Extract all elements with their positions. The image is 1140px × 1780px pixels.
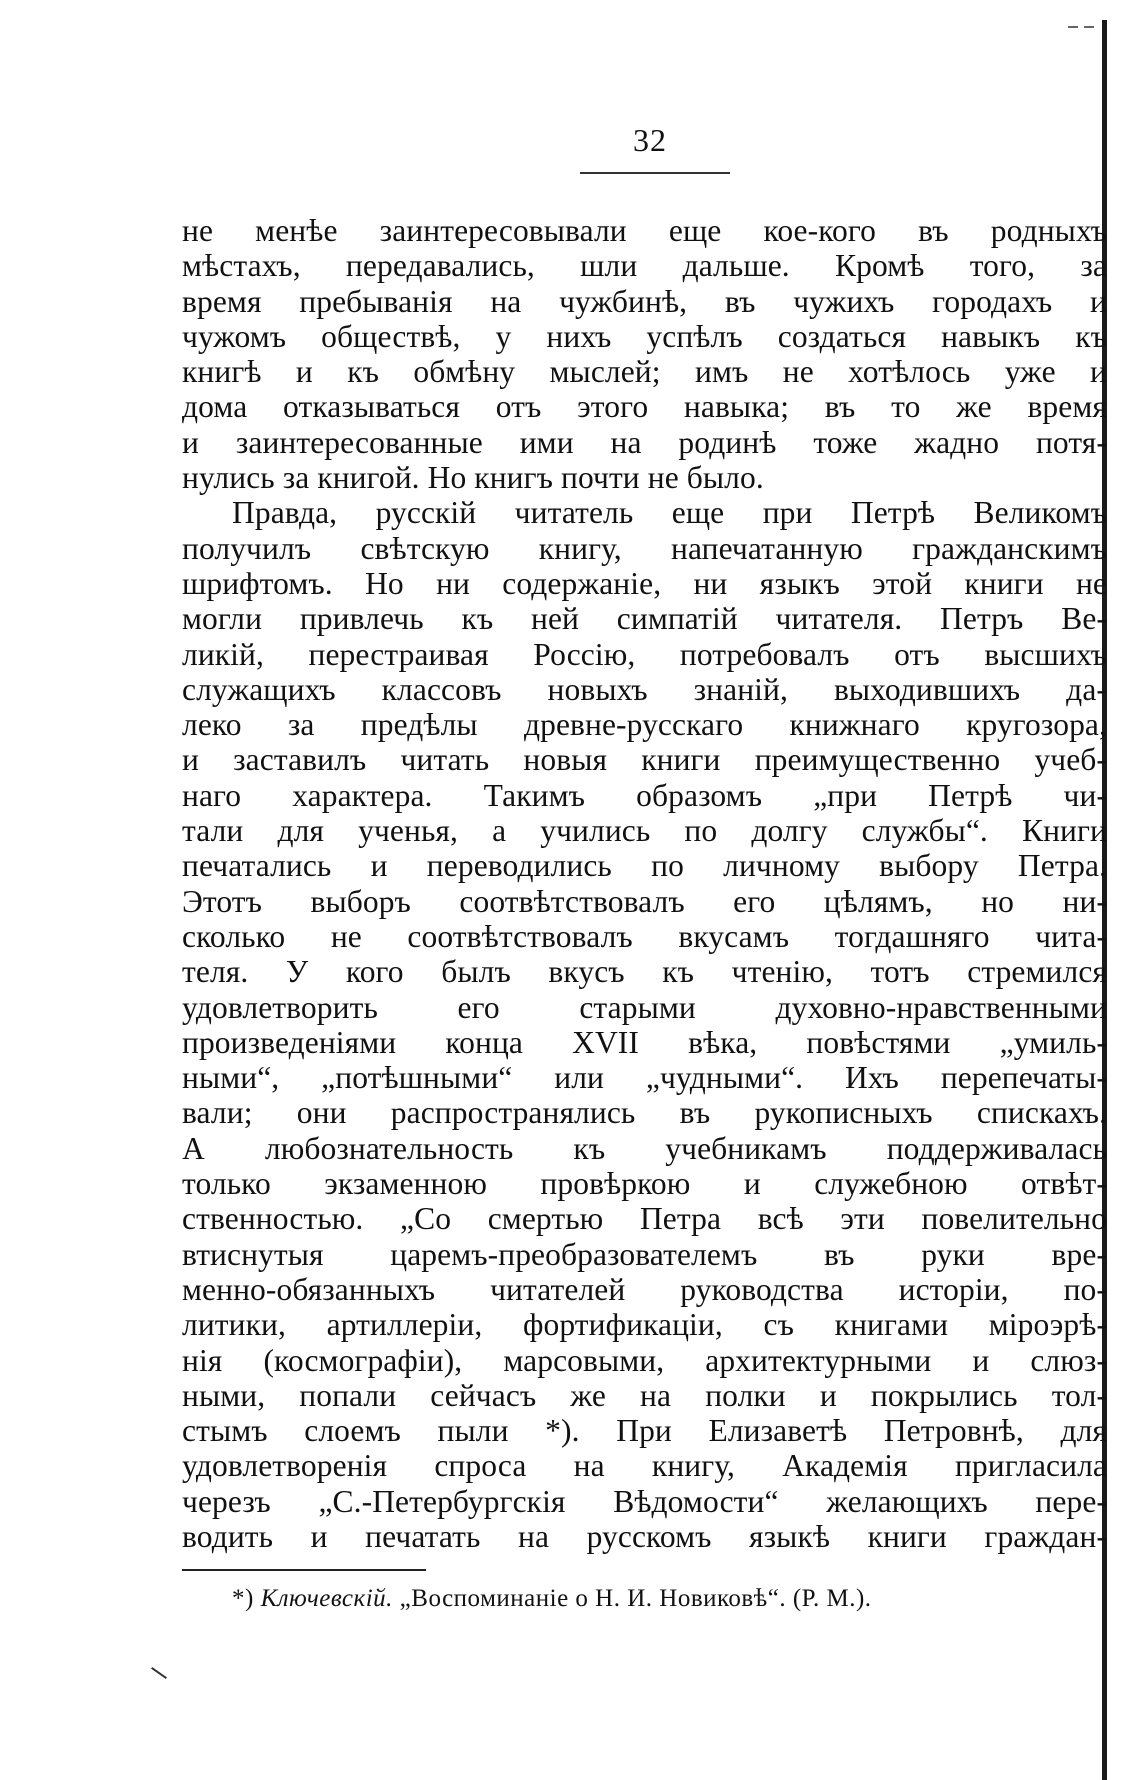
footnote-marker: *) bbox=[232, 1585, 254, 1612]
text-line: ными, попали сейчасъ же на полки и покрылись тол- bbox=[182, 1377, 1107, 1413]
text-line: стымъ слоемъ пыли *). При Елизаветѣ Петровнѣ, для bbox=[182, 1413, 1107, 1449]
stray-mark bbox=[151, 1667, 167, 1679]
text-line: наго характера. Такимъ образомъ „при Петрѣ чи- bbox=[182, 777, 1107, 813]
text-line: А любознательность къ учебникамъ поддерживалась bbox=[182, 1130, 1107, 1166]
text-line: менно-обязанныхъ читателей руководства исторіи, по- bbox=[182, 1271, 1107, 1307]
text-line: леко за предѣлы древне-русскаго книжнаго кругозора, bbox=[182, 707, 1107, 743]
text-line: втиснутыя царемъ-преобразователемъ въ руки вре- bbox=[182, 1236, 1107, 1272]
text-line: печатались и переводились по личному выбору Петра. bbox=[182, 848, 1107, 884]
text-line: удовлетворить его старыми духовно-нравственными bbox=[182, 989, 1107, 1025]
text-line: мѣстахъ, передавались, шли дальше. Кромѣ того, за bbox=[182, 248, 1107, 284]
footnote-author: Ключевскій. bbox=[260, 1585, 393, 1612]
text-line: литики, артиллеріи, фортификаціи, съ книгами міроэрѣ- bbox=[182, 1307, 1107, 1343]
text-line: нія (космографіи), марсовыми, архитектурными и слюз- bbox=[182, 1342, 1107, 1378]
text-line: и заинтересованные ими на родинѣ тоже жадно потя- bbox=[182, 424, 1107, 460]
text-line: черезъ „С.-Петербургскія Вѣдомости“ желающихъ пере- bbox=[182, 1483, 1107, 1519]
text-line: и заставилъ читать новыя книги преимущественно учеб- bbox=[182, 742, 1107, 778]
edge-tick bbox=[1068, 26, 1078, 28]
text-line: водить и печатать на русскомъ языкѣ книги граждан- bbox=[182, 1518, 1107, 1554]
text-line: получилъ свѣтскую книгу, напечатанную гражданскимъ bbox=[182, 530, 1107, 566]
text-line: Этотъ выборъ соотвѣтствовалъ его цѣлямъ, но ни- bbox=[182, 883, 1107, 919]
text-line: произведеніями конца XVII вѣка, повѣстями „умиль- bbox=[182, 1024, 1107, 1060]
text-line: только экзаменною провѣркою и служебною отвѣт- bbox=[182, 1166, 1107, 1202]
edge-tick bbox=[1084, 26, 1094, 28]
text-line: чужомъ обществѣ, у нихъ успѣлъ создаться навыкъ къ bbox=[182, 318, 1107, 354]
text-line: тали для ученья, а учились по долгу службы“. Книги bbox=[182, 813, 1107, 849]
text-line: дома отказываться отъ этого навыка; въ то же время bbox=[182, 389, 1107, 425]
text-line: шрифтомъ. Но ни содержаніе, ни языкъ этой книги не bbox=[182, 565, 1107, 601]
text-line: ственностью. „Со смертью Петра всѣ эти повелительно bbox=[182, 1201, 1107, 1237]
text-line: могли привлечь къ ней симпатій читателя. Петръ Ве- bbox=[182, 601, 1107, 637]
text-line: удовлетворенія спроса на книгу, Академія пригласила bbox=[182, 1448, 1107, 1484]
footnote bbox=[232, 1585, 872, 1613]
text-line: время пребыванія на чужбинѣ, въ чужихъ городахъ и bbox=[182, 283, 1107, 319]
page-number: 32 bbox=[633, 122, 667, 158]
text-line: нулись за книгой. Но книгъ почти не было. bbox=[182, 460, 764, 496]
text-line: теля. У кого былъ вкусъ къ чтенію, тотъ стремился bbox=[182, 954, 1107, 990]
footnote-rule bbox=[182, 1569, 426, 1571]
text-line: ликій, перестраивая Россію, потребовалъ отъ высшихъ bbox=[182, 636, 1107, 672]
text-line: ными“, „потѣшными“ или „чудными“. Ихъ перепечаты- bbox=[182, 1060, 1107, 1096]
page-number-rule bbox=[580, 172, 730, 175]
text-line: вали; они распространялись въ рукописныхъ спискахъ. bbox=[182, 1095, 1107, 1131]
text-line: не менѣе заинтересовывали еще кое-кого въ родныхъ bbox=[182, 213, 1107, 248]
text-line: книгѣ и къ обмѣну мыслей; имъ не хотѣлось уже и bbox=[182, 354, 1107, 390]
footnote-text: „Воспоминаніе о Н. И. Новиковѣ“. (Р. М.). bbox=[399, 1585, 872, 1612]
text-line: Правда, русскій читатель еще при Петрѣ Великомъ bbox=[232, 495, 1107, 531]
text-line: сколько не соотвѣтствовалъ вкусамъ тогдашняго чита- bbox=[182, 918, 1107, 954]
text-line: служащихъ классовъ новыхъ знаній, выходившихъ да- bbox=[182, 671, 1107, 707]
body-text bbox=[182, 213, 1107, 1554]
